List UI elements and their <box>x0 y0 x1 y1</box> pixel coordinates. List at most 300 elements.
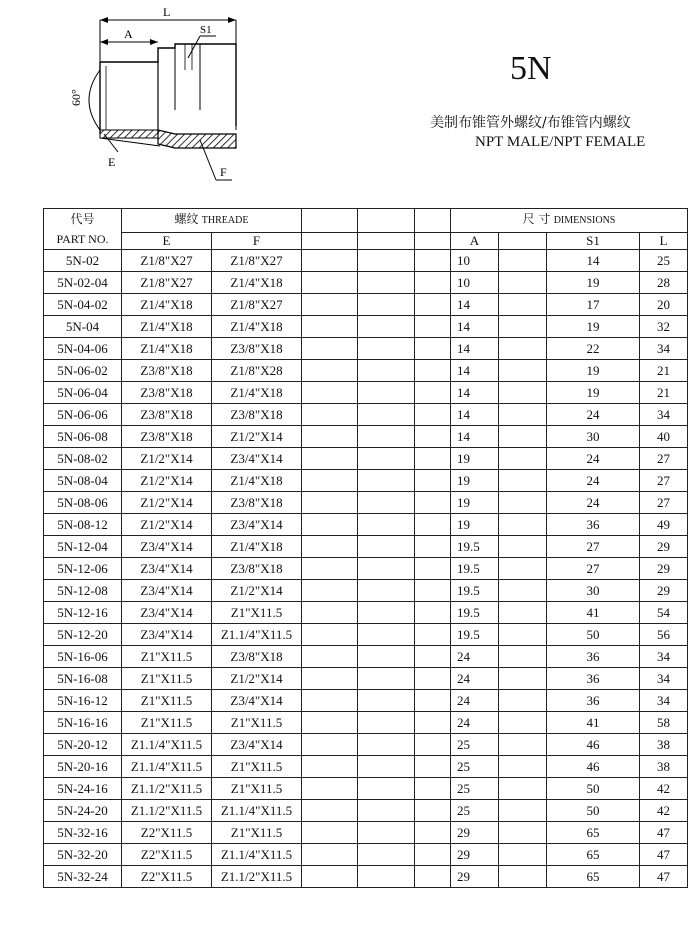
cell-f: Z1/4"X18 <box>212 272 302 294</box>
table-row <box>44 756 688 778</box>
cell-a: 19 <box>451 492 499 514</box>
table-row <box>44 822 688 844</box>
cell-part: 5N-02 <box>44 250 122 272</box>
empty-cell <box>415 668 451 690</box>
cell-s1: 19 <box>547 360 640 382</box>
cell-a: 14 <box>451 426 499 448</box>
cell-a: 29 <box>451 844 499 866</box>
label-L: L <box>163 5 171 19</box>
cell-s1: 27 <box>547 558 640 580</box>
empty-cell <box>499 866 547 888</box>
cell-s1: 65 <box>547 844 640 866</box>
cell-e: Z1"X11.5 <box>122 668 212 690</box>
cell-s1: 24 <box>547 404 640 426</box>
cell-l: 58 <box>640 712 688 734</box>
empty-cell <box>415 734 451 756</box>
empty-cell <box>302 338 358 360</box>
product-code: 5N <box>510 50 552 87</box>
cell-e: Z1"X11.5 <box>122 646 212 668</box>
empty-cell <box>358 514 415 536</box>
empty-cell <box>302 668 358 690</box>
part-no-header: 代号 PART NO. <box>44 209 122 250</box>
cell-e: Z3/8"X18 <box>122 404 212 426</box>
cell-l: 42 <box>640 800 688 822</box>
cell-a: 25 <box>451 734 499 756</box>
empty-cell <box>415 382 451 404</box>
cell-f: Z1"X11.5 <box>212 602 302 624</box>
cell-f: Z3/4"X14 <box>212 448 302 470</box>
empty-cell <box>302 382 358 404</box>
empty-cell <box>358 470 415 492</box>
empty-cell <box>415 712 451 734</box>
empty-cell <box>302 690 358 712</box>
empty-cell <box>302 448 358 470</box>
empty-cell <box>302 272 358 294</box>
cell-l: 29 <box>640 580 688 602</box>
cell-f: Z3/8"X18 <box>212 404 302 426</box>
cell-f: Z3/8"X18 <box>212 338 302 360</box>
col-a-header: A <box>451 232 499 249</box>
cell-part: 5N-16-12 <box>44 690 122 712</box>
cell-f: Z1.1/2"X11.5 <box>212 866 302 888</box>
col-f-header: F <box>212 232 302 249</box>
cell-a: 19.5 <box>451 558 499 580</box>
empty-cell <box>358 558 415 580</box>
cell-a: 24 <box>451 668 499 690</box>
empty-cell <box>415 338 451 360</box>
cell-l: 27 <box>640 448 688 470</box>
cell-e: Z3/4"X14 <box>122 624 212 646</box>
empty-cell <box>415 624 451 646</box>
cell-f: Z1"X11.5 <box>212 756 302 778</box>
cell-s1: 24 <box>547 448 640 470</box>
empty-cell <box>499 316 547 338</box>
cell-s1: 50 <box>547 778 640 800</box>
empty-cell <box>302 712 358 734</box>
table-row <box>44 580 688 602</box>
empty-cell <box>499 448 547 470</box>
table-row <box>44 690 688 712</box>
table-row <box>44 316 688 338</box>
table-row <box>44 514 688 536</box>
cell-l: 47 <box>640 844 688 866</box>
empty-cell <box>499 404 547 426</box>
table-row <box>44 624 688 646</box>
table-row <box>44 712 688 734</box>
subtitle-cn: 美制布锥管外螺纹/布锥管内螺纹 <box>430 115 631 131</box>
cell-part: 5N-12-06 <box>44 558 122 580</box>
cell-f: Z1.1/4"X11.5 <box>212 624 302 646</box>
cell-f: Z1/2"X14 <box>212 668 302 690</box>
cell-l: 27 <box>640 470 688 492</box>
cell-part: 5N-12-04 <box>44 536 122 558</box>
empty-cell <box>302 646 358 668</box>
cell-part: 5N-16-16 <box>44 712 122 734</box>
cell-a: 19 <box>451 448 499 470</box>
cell-e: Z3/4"X14 <box>122 558 212 580</box>
cell-part: 5N-06-04 <box>44 382 122 404</box>
cell-a: 29 <box>451 822 499 844</box>
table-row <box>44 866 688 888</box>
empty-cell <box>499 536 547 558</box>
empty-cell <box>302 822 358 844</box>
empty-cell <box>302 360 358 382</box>
cell-s1: 50 <box>547 624 640 646</box>
empty-cell <box>358 756 415 778</box>
empty-cell <box>415 580 451 602</box>
empty-cell <box>358 668 415 690</box>
empty-cell <box>358 800 415 822</box>
cell-f: Z1.1/4"X11.5 <box>212 844 302 866</box>
cell-f: Z1.1/4"X11.5 <box>212 800 302 822</box>
cell-part: 5N-24-20 <box>44 800 122 822</box>
cell-l: 21 <box>640 382 688 404</box>
cell-s1: 41 <box>547 602 640 624</box>
cell-f: Z3/4"X14 <box>212 514 302 536</box>
empty-cell <box>415 250 451 272</box>
cell-e: Z1/2"X14 <box>122 492 212 514</box>
cell-f: Z1/2"X14 <box>212 426 302 448</box>
empty-cell <box>415 844 451 866</box>
cell-s1: 14 <box>547 250 640 272</box>
cell-a: 19.5 <box>451 624 499 646</box>
table-row <box>44 734 688 756</box>
cell-part: 5N-20-12 <box>44 734 122 756</box>
empty-cell <box>358 250 415 272</box>
cell-part: 5N-06-08 <box>44 426 122 448</box>
table-row <box>44 646 688 668</box>
cell-e: Z1.1/4"X11.5 <box>122 734 212 756</box>
table-row <box>44 470 688 492</box>
cell-e: Z3/4"X14 <box>122 536 212 558</box>
cell-f: Z1/4"X18 <box>212 536 302 558</box>
table-row <box>44 668 688 690</box>
cell-l: 25 <box>640 250 688 272</box>
empty-cell <box>499 514 547 536</box>
cell-l: 54 <box>640 602 688 624</box>
cell-a: 19.5 <box>451 580 499 602</box>
empty-cell <box>302 514 358 536</box>
label-F: F <box>220 165 227 179</box>
empty-cell <box>358 360 415 382</box>
cell-f: Z1/4"X18 <box>212 470 302 492</box>
cell-e: Z3/4"X14 <box>122 602 212 624</box>
empty-cell <box>499 360 547 382</box>
table-row <box>44 250 688 272</box>
cell-s1: 24 <box>547 492 640 514</box>
cell-l: 47 <box>640 866 688 888</box>
cell-l: 49 <box>640 514 688 536</box>
empty-cell <box>499 602 547 624</box>
cell-s1: 30 <box>547 580 640 602</box>
cell-l: 34 <box>640 668 688 690</box>
empty-cell <box>358 778 415 800</box>
table-row <box>44 844 688 866</box>
empty-cell <box>499 712 547 734</box>
table-row <box>44 800 688 822</box>
empty-cell <box>415 294 451 316</box>
table-row <box>44 426 688 448</box>
cell-s1: 36 <box>547 690 640 712</box>
empty-cell <box>358 734 415 756</box>
cell-f: Z1/8"X27 <box>212 250 302 272</box>
cell-part: 5N-20-16 <box>44 756 122 778</box>
cell-a: 24 <box>451 646 499 668</box>
empty-cell <box>302 558 358 580</box>
cell-part: 5N-32-20 <box>44 844 122 866</box>
cell-s1: 50 <box>547 800 640 822</box>
empty-cell <box>415 470 451 492</box>
cell-part: 5N-32-16 <box>44 822 122 844</box>
empty-cell <box>415 426 451 448</box>
table-row <box>44 558 688 580</box>
cell-l: 28 <box>640 272 688 294</box>
cell-e: Z2"X11.5 <box>122 822 212 844</box>
empty-cell <box>302 844 358 866</box>
table-row <box>44 360 688 382</box>
col-e-header: E <box>122 232 212 249</box>
empty-cell <box>358 690 415 712</box>
cell-part: 5N-12-20 <box>44 624 122 646</box>
empty-cell <box>415 360 451 382</box>
empty-cell <box>415 316 451 338</box>
cell-part: 5N-04-06 <box>44 338 122 360</box>
cell-e: Z1.1/4"X11.5 <box>122 756 212 778</box>
cell-s1: 30 <box>547 426 640 448</box>
cell-l: 47 <box>640 822 688 844</box>
empty-cell <box>302 624 358 646</box>
empty-cell <box>302 800 358 822</box>
empty-cell <box>415 690 451 712</box>
empty-cell <box>415 514 451 536</box>
cell-l: 29 <box>640 558 688 580</box>
cell-e: Z3/8"X18 <box>122 382 212 404</box>
cell-l: 29 <box>640 536 688 558</box>
cell-e: Z3/8"X18 <box>122 360 212 382</box>
cell-l: 21 <box>640 360 688 382</box>
empty-cell <box>415 756 451 778</box>
dimensions-header: 尺 寸 DIMENSIONS <box>451 209 688 233</box>
cell-a: 25 <box>451 756 499 778</box>
cell-s1: 36 <box>547 514 640 536</box>
empty-cell <box>358 580 415 602</box>
empty-cell <box>358 712 415 734</box>
label-E: E <box>108 155 116 169</box>
cell-a: 14 <box>451 338 499 360</box>
cell-e: Z1"X11.5 <box>122 690 212 712</box>
empty-cell <box>415 866 451 888</box>
empty-cell <box>358 844 415 866</box>
cell-part: 5N-32-24 <box>44 866 122 888</box>
cell-s1: 65 <box>547 822 640 844</box>
table-row <box>44 404 688 426</box>
empty-cell <box>415 536 451 558</box>
empty-cell <box>499 734 547 756</box>
cell-e: Z1"X11.5 <box>122 712 212 734</box>
empty-cell <box>499 756 547 778</box>
empty-cell <box>358 624 415 646</box>
empty-cell <box>499 690 547 712</box>
cell-e: Z3/8"X18 <box>122 426 212 448</box>
empty-cell <box>302 294 358 316</box>
cell-f: Z3/8"X18 <box>212 492 302 514</box>
table-row <box>44 338 688 360</box>
cell-f: Z3/8"X18 <box>212 558 302 580</box>
empty-cell <box>415 558 451 580</box>
cell-s1: 65 <box>547 866 640 888</box>
cell-s1: 22 <box>547 338 640 360</box>
empty-cell <box>499 624 547 646</box>
cell-f: Z1"X11.5 <box>212 712 302 734</box>
cell-a: 14 <box>451 294 499 316</box>
cell-a: 14 <box>451 360 499 382</box>
table-row <box>44 448 688 470</box>
empty-cell <box>499 580 547 602</box>
empty-cell <box>499 250 547 272</box>
cell-a: 19 <box>451 514 499 536</box>
cell-f: Z3/4"X14 <box>212 690 302 712</box>
cell-l: 34 <box>640 690 688 712</box>
empty-cell <box>499 668 547 690</box>
table-row <box>44 492 688 514</box>
empty-cell <box>415 822 451 844</box>
cell-s1: 36 <box>547 646 640 668</box>
empty-cell <box>358 294 415 316</box>
empty-cell <box>302 580 358 602</box>
cell-e: Z1/4"X18 <box>122 338 212 360</box>
table-row <box>44 294 688 316</box>
cell-part: 5N-24-16 <box>44 778 122 800</box>
cell-s1: 46 <box>547 756 640 778</box>
cell-e: Z3/4"X14 <box>122 580 212 602</box>
empty-cell <box>358 602 415 624</box>
cell-f: Z1"X11.5 <box>212 822 302 844</box>
spec-table-body <box>44 250 688 888</box>
empty-cell <box>358 536 415 558</box>
empty-cell <box>499 492 547 514</box>
empty-cell <box>499 294 547 316</box>
empty-cell <box>499 426 547 448</box>
cell-f: Z1"X11.5 <box>212 778 302 800</box>
cell-part: 5N-16-06 <box>44 646 122 668</box>
empty-cell <box>499 844 547 866</box>
empty-cell <box>302 734 358 756</box>
cell-a: 25 <box>451 778 499 800</box>
empty-cell <box>358 866 415 888</box>
empty-cell <box>415 778 451 800</box>
cell-f: Z1/8"X27 <box>212 294 302 316</box>
cell-s1: 36 <box>547 668 640 690</box>
label-A: A <box>124 27 133 41</box>
cell-s1: 41 <box>547 712 640 734</box>
empty-cell <box>302 866 358 888</box>
label-angle: 60° <box>69 89 83 106</box>
empty-cell <box>302 316 358 338</box>
empty-cell <box>302 602 358 624</box>
cell-l: 34 <box>640 646 688 668</box>
cell-a: 19 <box>451 470 499 492</box>
cell-l: 42 <box>640 778 688 800</box>
empty-cell <box>302 426 358 448</box>
spec-table <box>43 208 688 888</box>
cell-part: 5N-16-08 <box>44 668 122 690</box>
empty-cell <box>358 382 415 404</box>
table-row <box>44 272 688 294</box>
table-row <box>44 536 688 558</box>
empty-cell <box>415 800 451 822</box>
empty-cell <box>358 272 415 294</box>
cell-part: 5N-08-06 <box>44 492 122 514</box>
table-row <box>44 778 688 800</box>
empty-cell <box>499 338 547 360</box>
empty-cell <box>499 822 547 844</box>
cell-e: Z1/4"X18 <box>122 316 212 338</box>
cell-a: 19.5 <box>451 536 499 558</box>
cell-part: 5N-08-04 <box>44 470 122 492</box>
cell-f: Z1/4"X18 <box>212 382 302 404</box>
col-s1-header: S1 <box>547 232 640 249</box>
empty-cell <box>358 316 415 338</box>
cell-part: 5N-08-02 <box>44 448 122 470</box>
cell-a: 24 <box>451 712 499 734</box>
empty-cell <box>415 492 451 514</box>
empty-cell <box>358 448 415 470</box>
cell-a: 29 <box>451 866 499 888</box>
cell-l: 40 <box>640 426 688 448</box>
empty-cell <box>358 404 415 426</box>
cell-part: 5N-04 <box>44 316 122 338</box>
cell-e: Z1/2"X14 <box>122 448 212 470</box>
cell-a: 25 <box>451 800 499 822</box>
table-row <box>44 602 688 624</box>
cell-l: 38 <box>640 734 688 756</box>
cell-a: 19.5 <box>451 602 499 624</box>
cell-e: Z2"X11.5 <box>122 866 212 888</box>
cell-e: Z1.1/2"X11.5 <box>122 800 212 822</box>
empty-cell <box>302 536 358 558</box>
cell-l: 56 <box>640 624 688 646</box>
empty-cell <box>415 646 451 668</box>
cell-e: Z2"X11.5 <box>122 844 212 866</box>
empty-cell <box>499 558 547 580</box>
cell-l: 20 <box>640 294 688 316</box>
cell-s1: 17 <box>547 294 640 316</box>
table-row <box>44 382 688 404</box>
cell-s1: 46 <box>547 734 640 756</box>
cell-part: 5N-12-16 <box>44 602 122 624</box>
empty-cell <box>499 800 547 822</box>
thread-header: 螺纹 THREADE <box>122 209 302 233</box>
empty-cell <box>302 756 358 778</box>
cell-e: Z1.1/2"X11.5 <box>122 778 212 800</box>
cell-part: 5N-06-06 <box>44 404 122 426</box>
empty-cell <box>358 426 415 448</box>
cell-s1: 19 <box>547 272 640 294</box>
cell-a: 10 <box>451 272 499 294</box>
empty-cell <box>302 250 358 272</box>
label-S1: S1 <box>200 24 212 36</box>
cell-part: 5N-04-02 <box>44 294 122 316</box>
empty-cell <box>499 470 547 492</box>
empty-cell <box>415 404 451 426</box>
empty-cell <box>358 492 415 514</box>
cell-part: 5N-02-04 <box>44 272 122 294</box>
cell-s1: 24 <box>547 470 640 492</box>
cell-part: 5N-12-08 <box>44 580 122 602</box>
cell-f: Z1/8"X28 <box>212 360 302 382</box>
empty-cell <box>302 470 358 492</box>
cell-s1: 27 <box>547 536 640 558</box>
